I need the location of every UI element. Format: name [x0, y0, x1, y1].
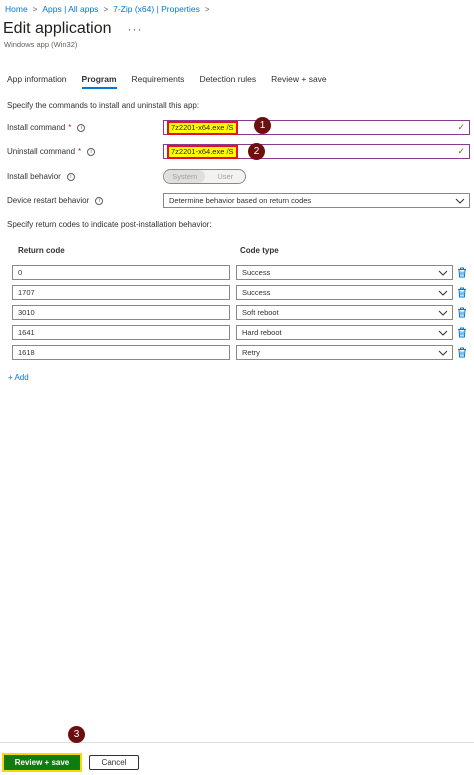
install-behavior-toggle	[163, 169, 246, 184]
info-icon[interactable]: i	[95, 197, 103, 205]
tab-review-save[interactable]: Review + save	[271, 74, 327, 84]
info-icon[interactable]: i	[67, 173, 75, 181]
code-type-header: Code type	[240, 246, 279, 255]
install-command-label	[7, 123, 85, 132]
install-command-value: 7z2201-x64.exe /S	[167, 121, 238, 135]
breadcrumb-home[interactable]: Home	[5, 4, 28, 14]
required-marker: *	[78, 147, 82, 156]
code-type-dropdown[interactable]	[236, 305, 453, 320]
restart-behavior-dropdown[interactable]	[163, 193, 470, 208]
code-type-value: Success	[242, 288, 271, 297]
tab-program[interactable]: Program	[82, 72, 117, 89]
return-code-header: Return code	[18, 246, 65, 255]
trash-icon[interactable]	[457, 287, 467, 298]
chevron-right-icon: >	[204, 4, 210, 14]
page-subtitle: Windows app (Win32)	[4, 40, 78, 49]
code-type-value: Soft reboot	[242, 308, 279, 317]
chevron-down-icon	[455, 196, 465, 206]
code-type-dropdown[interactable]	[236, 265, 453, 280]
return-code-input[interactable]: 1618	[12, 345, 230, 360]
program-intro: Specify the commands to install and uninstall this app:	[7, 101, 200, 110]
breadcrumb-all-apps[interactable]: Apps | All apps	[42, 4, 99, 14]
chevron-right-icon: >	[32, 4, 38, 14]
tab-detection-rules[interactable]: Detection rules	[199, 74, 257, 84]
trash-icon[interactable]	[457, 327, 467, 338]
breadcrumb	[5, 3, 215, 15]
trash-icon[interactable]	[457, 307, 467, 318]
annotation-badge-1: 1	[254, 117, 271, 134]
return-codes-intro: Specify return codes to indicate post-installation behavior:	[7, 220, 212, 229]
code-type-dropdown[interactable]	[236, 325, 453, 340]
install-behavior-label	[7, 172, 75, 181]
chevron-down-icon	[438, 288, 448, 298]
code-type-value: Hard reboot	[242, 328, 282, 337]
info-icon[interactable]: i	[77, 124, 85, 132]
uninstall-command-input[interactable]	[163, 144, 470, 159]
chevron-down-icon	[438, 268, 448, 278]
tab-app-information[interactable]: App information	[7, 74, 67, 84]
code-type-value: Retry	[242, 348, 260, 357]
cancel-button[interactable]: Cancel	[89, 755, 139, 770]
install-behavior-user[interactable]: User	[217, 172, 234, 181]
annotation-badge-3: 3	[68, 726, 85, 743]
chevron-down-icon	[438, 348, 448, 358]
annotation-badge-2: 2	[248, 143, 265, 160]
chevron-down-icon	[438, 308, 448, 318]
chevron-right-icon: >	[103, 4, 109, 14]
review-save-button[interactable]: Review + save	[2, 753, 82, 772]
install-behavior-system[interactable]: System	[165, 170, 205, 183]
more-icon[interactable]: ···	[127, 22, 143, 36]
footer-divider	[0, 742, 474, 743]
restart-behavior-value: Determine behavior based on return codes	[169, 196, 312, 205]
install-behavior-text: Install behavior	[7, 172, 61, 181]
return-code-input[interactable]: 1641	[12, 325, 230, 340]
trash-icon[interactable]	[457, 347, 467, 358]
code-type-dropdown[interactable]	[236, 345, 453, 360]
info-icon[interactable]: i	[87, 148, 95, 156]
trash-icon[interactable]	[457, 267, 467, 278]
check-icon: ✓	[457, 122, 465, 132]
return-code-input[interactable]: 1707	[12, 285, 230, 300]
code-type-dropdown[interactable]	[236, 285, 453, 300]
add-return-code-link[interactable]: + Add	[8, 373, 29, 382]
code-type-value: Success	[242, 268, 271, 277]
tab-requirements[interactable]: Requirements	[131, 74, 185, 84]
tab-bar	[7, 72, 342, 89]
required-marker: *	[68, 123, 72, 132]
page-title: Edit application	[3, 20, 112, 37]
restart-behavior-text: Device restart behavior	[7, 196, 90, 205]
breadcrumb-properties[interactable]: 7-Zip (x64) | Properties	[113, 4, 200, 14]
uninstall-command-text: Uninstall command	[7, 147, 76, 156]
uninstall-command-label	[7, 147, 95, 156]
title-row	[3, 20, 143, 38]
check-icon: ✓	[457, 146, 465, 156]
chevron-down-icon	[438, 328, 448, 338]
uninstall-command-value: 7z2201-x64.exe /S	[167, 145, 238, 159]
restart-behavior-label	[7, 196, 103, 205]
install-command-input[interactable]	[163, 120, 470, 135]
return-code-input[interactable]: 3010	[12, 305, 230, 320]
return-code-input[interactable]: 0	[12, 265, 230, 280]
install-command-text: Install command	[7, 123, 66, 132]
